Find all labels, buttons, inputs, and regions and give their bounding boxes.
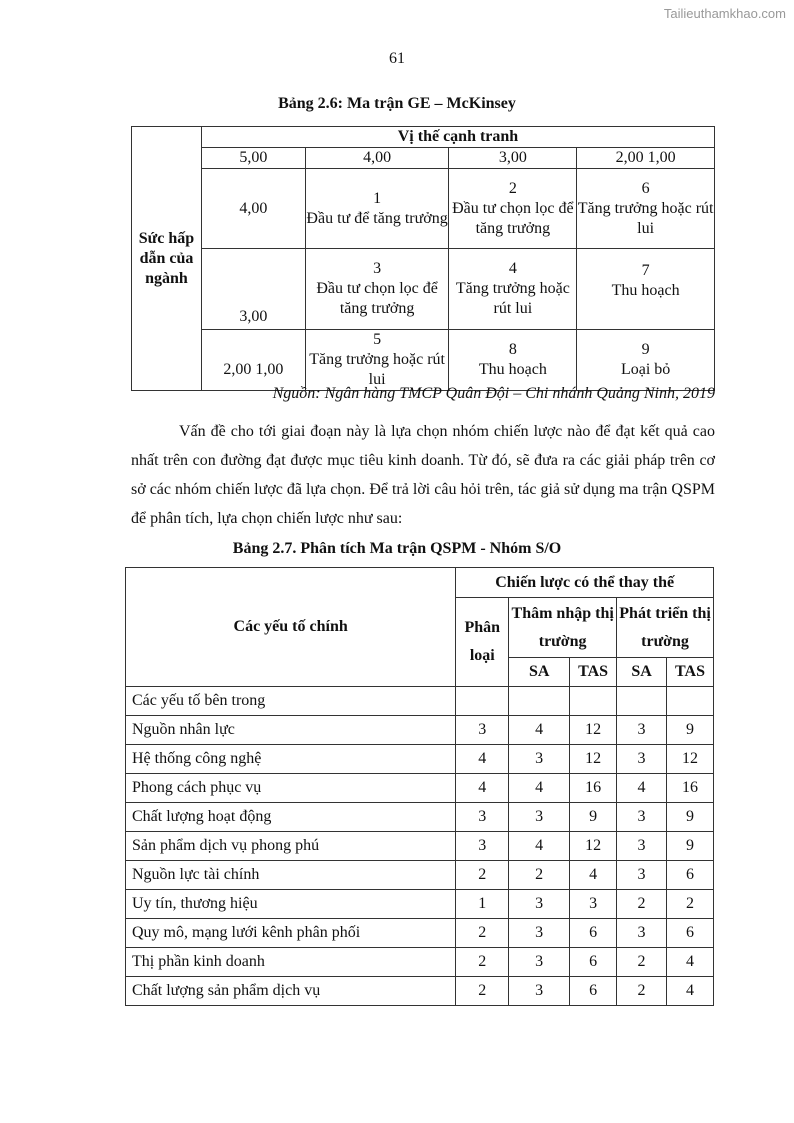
tas-development: 9 bbox=[667, 832, 714, 861]
factor-name: Chất lượng sản phẩm dịch vụ bbox=[126, 977, 456, 1006]
row-label-attractiveness: Sức hấp dẫn của ngành bbox=[132, 127, 202, 391]
cell-number: 1 bbox=[373, 189, 382, 207]
table2-title: Bảng 2.7. Phân tích Ma trận QSPM - Nhóm S/O bbox=[232, 540, 562, 557]
row-score: 4,00 bbox=[201, 169, 305, 249]
cell-number: 8 bbox=[508, 341, 517, 358]
classification: 2 bbox=[456, 977, 509, 1006]
table1-title: Bảng 2.6: Ma trận GE – McKinsey bbox=[278, 95, 516, 112]
tas-development: 6 bbox=[667, 861, 714, 890]
cell-number: 9 bbox=[641, 341, 650, 358]
col-score: 3,00 bbox=[449, 148, 577, 169]
cell-number: 4 bbox=[508, 260, 517, 277]
empty-cell bbox=[617, 687, 667, 716]
header-tas: TAS bbox=[570, 658, 617, 687]
section-label: Các yếu tố bên trong bbox=[126, 687, 456, 716]
cell-text: Thu hoạch bbox=[478, 361, 547, 378]
row-score: 2,00 1,00 bbox=[201, 330, 305, 391]
classification: 3 bbox=[456, 716, 509, 745]
empty-cell bbox=[570, 687, 617, 716]
col-score: 5,00 bbox=[201, 148, 305, 169]
body-paragraph: Vấn đề cho tới giai đoạn này là lựa chọn nhóm chiến lược nào để đạt kết quả cao nhất trên con đường đạt được mục tiêu kinh doanh. Từ đó, sẽ đưa ra các giải pháp trên cơ sở các nhóm chiến lược đã lựa chọn. Để trả lời câu hỏi trên, tác giả sử dụng ma trận QSPM để phân tích, lựa chọn chiến lược như sau: bbox=[131, 423, 715, 527]
matrix-cell bbox=[305, 169, 449, 249]
classification: 2 bbox=[456, 948, 509, 977]
sa-penetration: 3 bbox=[509, 919, 570, 948]
matrix-cell bbox=[305, 330, 449, 391]
cell-number: 6 bbox=[641, 179, 650, 197]
header-strategy-penetration: Thâm nhập thị trường bbox=[509, 598, 617, 658]
factor-name: Chất lượng hoạt động bbox=[126, 803, 456, 832]
cell-text: Đầu tư chọn lọc để tăng trưởng bbox=[452, 199, 574, 237]
cell-text: Tăng trưởng hoặc rút lui bbox=[309, 351, 445, 388]
tas-penetration: 6 bbox=[570, 977, 617, 1006]
header-factors: Các yếu tố chính bbox=[126, 568, 456, 687]
tas-penetration: 12 bbox=[570, 745, 617, 774]
cell-text: Tăng trưởng hoặc rút lui bbox=[455, 280, 570, 317]
classification: 1 bbox=[456, 890, 509, 919]
col-score: 2,00 1,00 bbox=[577, 148, 715, 169]
watermark: Tailieuthamkhao.com bbox=[663, 6, 786, 21]
sa-development: 2 bbox=[617, 890, 667, 919]
cell-number: 7 bbox=[641, 262, 650, 279]
tas-development: 9 bbox=[667, 803, 714, 832]
page-number: 61 bbox=[389, 50, 405, 67]
classification: 2 bbox=[456, 861, 509, 890]
matrix-cell bbox=[577, 330, 715, 391]
sa-penetration: 3 bbox=[509, 890, 570, 919]
tas-development: 6 bbox=[667, 919, 714, 948]
sa-penetration: 4 bbox=[509, 716, 570, 745]
tas-development: 12 bbox=[667, 745, 714, 774]
table-row bbox=[126, 977, 714, 1006]
sa-development: 3 bbox=[617, 919, 667, 948]
empty-cell bbox=[667, 687, 714, 716]
header-strategy-development: Phát triển thị trường bbox=[617, 598, 714, 658]
tas-penetration: 16 bbox=[570, 774, 617, 803]
table-row bbox=[126, 774, 714, 803]
sa-development: 3 bbox=[617, 745, 667, 774]
sa-penetration: 3 bbox=[509, 745, 570, 774]
sa-penetration: 3 bbox=[509, 977, 570, 1006]
table-row bbox=[126, 861, 714, 890]
header-classification: Phân loại bbox=[456, 598, 509, 687]
table-row bbox=[126, 948, 714, 977]
header-sa: SA bbox=[617, 658, 667, 687]
cell-number: 5 bbox=[373, 331, 382, 348]
cell-text: Đầu tư chọn lọc để tăng trưởng bbox=[316, 280, 438, 317]
sa-penetration: 4 bbox=[509, 774, 570, 803]
table-row bbox=[126, 745, 714, 774]
classification: 4 bbox=[456, 745, 509, 774]
tas-development: 2 bbox=[667, 890, 714, 919]
factor-name: Nguồn nhân lực bbox=[126, 716, 456, 745]
table1-source: Nguồn: Ngân hàng TMCP Quân Đội – Chi nhánh Quảng Ninh, 2019 bbox=[272, 385, 715, 402]
table-row bbox=[126, 803, 714, 832]
matrix-cell bbox=[449, 169, 577, 249]
empty-cell bbox=[456, 687, 509, 716]
tas-penetration: 9 bbox=[570, 803, 617, 832]
qspm-table bbox=[125, 567, 714, 1006]
empty-cell bbox=[509, 687, 570, 716]
sa-development: 3 bbox=[617, 832, 667, 861]
tas-penetration: 12 bbox=[570, 716, 617, 745]
tas-development: 4 bbox=[667, 977, 714, 1006]
factor-name: Uy tín, thương hiệu bbox=[126, 890, 456, 919]
matrix-cell bbox=[449, 249, 577, 330]
factor-name: Thị phần kinh doanh bbox=[126, 948, 456, 977]
tas-penetration: 6 bbox=[570, 948, 617, 977]
sa-development: 2 bbox=[617, 977, 667, 1006]
ge-mckinsey-table bbox=[131, 126, 715, 391]
table-row bbox=[126, 716, 714, 745]
tas-development: 4 bbox=[667, 948, 714, 977]
sa-development: 3 bbox=[617, 716, 667, 745]
matrix-cell bbox=[577, 169, 715, 249]
table-row bbox=[126, 919, 714, 948]
sa-penetration: 3 bbox=[509, 803, 570, 832]
tas-penetration: 12 bbox=[570, 832, 617, 861]
header-alternatives: Chiến lược có thể thay thế bbox=[456, 568, 714, 598]
table-row bbox=[126, 832, 714, 861]
tas-penetration: 4 bbox=[570, 861, 617, 890]
factor-name: Phong cách phục vụ bbox=[126, 774, 456, 803]
tas-development: 16 bbox=[667, 774, 714, 803]
factor-name: Hệ thống công nghệ bbox=[126, 745, 456, 774]
sa-penetration: 3 bbox=[509, 948, 570, 977]
sa-development: 4 bbox=[617, 774, 667, 803]
matrix-cell bbox=[305, 249, 449, 330]
factor-name: Sản phẩm dịch vụ phong phú bbox=[126, 832, 456, 861]
col-header-competitive-position: Vị thế cạnh tranh bbox=[201, 127, 714, 148]
cell-text: Loại bỏ bbox=[620, 361, 671, 378]
matrix-cell bbox=[577, 249, 715, 330]
classification: 4 bbox=[456, 774, 509, 803]
tas-development: 9 bbox=[667, 716, 714, 745]
cell-number: 2 bbox=[508, 179, 517, 197]
factor-name: Quy mô, mạng lưới kênh phân phối bbox=[126, 919, 456, 948]
sa-development: 3 bbox=[617, 861, 667, 890]
tas-penetration: 3 bbox=[570, 890, 617, 919]
classification: 2 bbox=[456, 919, 509, 948]
cell-text: Đầu tư để tăng trưởng bbox=[306, 209, 448, 227]
table-row bbox=[126, 890, 714, 919]
tas-penetration: 6 bbox=[570, 919, 617, 948]
classification: 3 bbox=[456, 803, 509, 832]
sa-development: 2 bbox=[617, 948, 667, 977]
cell-text: Tăng trưởng hoặc rút lui bbox=[577, 199, 714, 237]
matrix-cell bbox=[449, 330, 577, 391]
cell-number: 3 bbox=[373, 260, 382, 277]
sa-penetration: 4 bbox=[509, 832, 570, 861]
sa-development: 3 bbox=[617, 803, 667, 832]
cell-text: Thu hoạch bbox=[611, 282, 680, 299]
row-score: 3,00 bbox=[201, 249, 305, 330]
col-score: 4,00 bbox=[305, 148, 449, 169]
sa-penetration: 2 bbox=[509, 861, 570, 890]
factor-name: Nguồn lực tài chính bbox=[126, 861, 456, 890]
classification: 3 bbox=[456, 832, 509, 861]
header-sa: SA bbox=[509, 658, 570, 687]
header-tas: TAS bbox=[667, 658, 714, 687]
